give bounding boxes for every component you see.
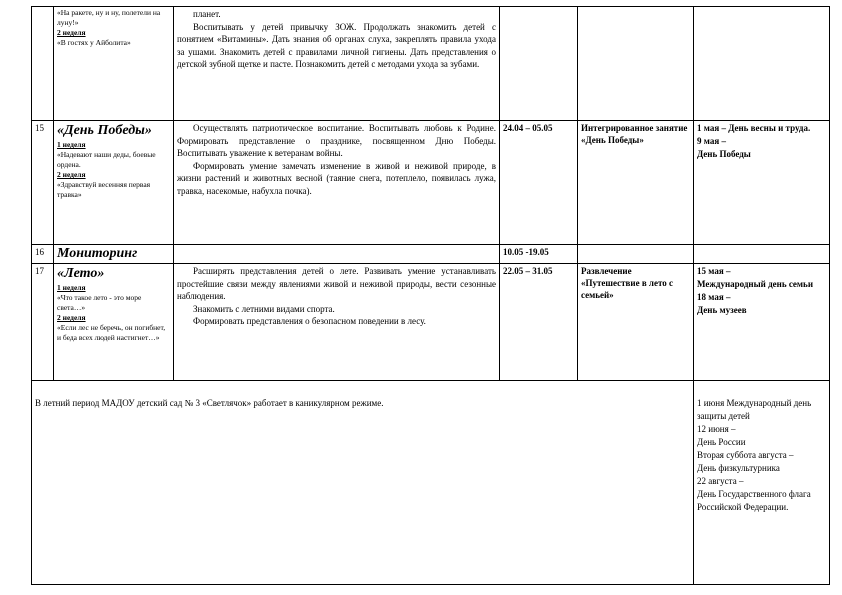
- table-row-continuation: [32, 7, 830, 121]
- holiday-line: День Государственного флага Российской Федерации.: [697, 489, 811, 512]
- tasks-paragraph: Осуществлять патриотическое воспитание. Воспитывать любовь к Родине. Формировать представление о празднике, посвященном Дню Победы. Воспитывать уважение к ветеранам войны.: [177, 123, 496, 158]
- row-number: 17: [32, 264, 54, 381]
- week-1-text: «Надевают наши деды, боевые ордена.: [57, 150, 156, 169]
- week-2-text: «Если лес не беречь, он погибнет, и беда всех людей настигнет…»: [57, 323, 166, 342]
- week-2-label: 2 неделя: [57, 28, 86, 37]
- holiday-line: 12 июня –: [697, 424, 736, 434]
- row-number: [32, 7, 54, 121]
- table-row-15: [32, 121, 830, 245]
- theme-cell: [54, 121, 174, 245]
- holiday-line: 9 мая –: [697, 136, 726, 146]
- tasks-paragraph: Воспитывать у детей привычку ЗОЖ. Продолжать знакомить детей с понятием «Витамины». Дать знания об органах слуха, закреплять правила ухода за ушами. Знакомить детей с правилами личной гигиены. Дать представления о детской зубной щетке и пасте. Познакомить детей с методами ухода за зубами.: [177, 21, 496, 69]
- holiday-line: 18 мая –: [697, 292, 731, 302]
- summer-note: В летний период МАДОУ детский сад № 3 «Светлячок» работает в каникулярном режиме.: [32, 381, 694, 585]
- holidays-cell: [694, 121, 830, 245]
- tasks-paragraph: Знакомить с летними видами спорта.: [193, 303, 335, 314]
- event-cell: [578, 7, 694, 121]
- table-row-summer: [32, 381, 830, 585]
- holiday-line: День физкультурника: [697, 463, 780, 473]
- event-cell: Развлечение «Путешествие в лето с семьей»: [578, 264, 694, 381]
- holidays-cell: [694, 264, 830, 381]
- week-2-label: 2 неделя: [57, 170, 86, 179]
- holiday-line: Вторая суббота августа –: [697, 450, 794, 460]
- week-1-label: 1 неделя: [57, 283, 86, 292]
- theme-cell: [54, 245, 174, 264]
- tasks-paragraph: Формировать представления о безопасном поведении в лесу.: [193, 316, 426, 326]
- dates-cell: 22.05 – 31.05: [500, 264, 578, 381]
- week-1-text: «На ракете, ну и ну, полетели на луну!»: [57, 8, 161, 27]
- tasks-paragraph: Формировать умение замечать изменение в живой и неживой природе, в жизни растений и животных весной (таяние снега, потеплело, появилась лужа, травка, насекомые, набухла почка).: [177, 160, 496, 196]
- tasks-cell: [174, 121, 500, 245]
- table-row-16: [32, 245, 830, 264]
- holiday-line: День России: [697, 437, 746, 447]
- theme-title: Мониторинг: [57, 246, 138, 261]
- theme-cell: [54, 264, 174, 381]
- summer-holidays-cell: [694, 381, 830, 585]
- theme-cell: [54, 7, 174, 121]
- dates-cell: [500, 7, 578, 121]
- week-1-text: «Что такое лето - это море света…»: [57, 293, 142, 312]
- event-cell: Интегрированное занятие «День Победы»: [578, 121, 694, 245]
- dates-cell: 24.04 – 05.05: [500, 121, 578, 245]
- row-number: 16: [32, 245, 54, 264]
- holiday-line: 1 мая – День весны и труда.: [697, 123, 811, 133]
- week-2-text: «В гостях у Айболита»: [57, 38, 131, 47]
- holidays-cell: [694, 245, 830, 264]
- tasks-cell: [174, 264, 500, 381]
- event-cell: [578, 245, 694, 264]
- tasks-cell: [174, 245, 500, 264]
- tasks-cell: [174, 7, 500, 121]
- tasks-paragraph: планет.: [193, 9, 221, 19]
- dates-cell: 10.05 -19.05: [500, 245, 578, 264]
- week-2-text: «Здравствуй весенняя первая травка»: [57, 180, 151, 199]
- holiday-line: 1 июня Международный день защиты детей: [697, 398, 812, 421]
- theme-title: «Лето»: [57, 266, 105, 281]
- row-number: 15: [32, 121, 54, 245]
- holiday-line: 15 мая –: [697, 266, 731, 276]
- holiday-line: День Победы: [697, 149, 751, 159]
- tasks-paragraph: Расширять представления детей о лете. Развивать умение устанавливать простейшие связи между явлениями живой и неживой природы, вести сезонные наблюдения.: [177, 266, 496, 301]
- holidays-cell: [694, 7, 830, 121]
- theme-title: «День Победы»: [57, 123, 152, 138]
- week-2-label: 2 неделя: [57, 313, 86, 322]
- table-row-17: [32, 264, 830, 381]
- week-1-label: 1 неделя: [57, 140, 86, 149]
- holiday-line: День музеев: [697, 305, 747, 315]
- holiday-line: 22 августа –: [697, 476, 744, 486]
- holiday-line: Международный день семьи: [697, 279, 813, 289]
- plan-table: [31, 6, 830, 585]
